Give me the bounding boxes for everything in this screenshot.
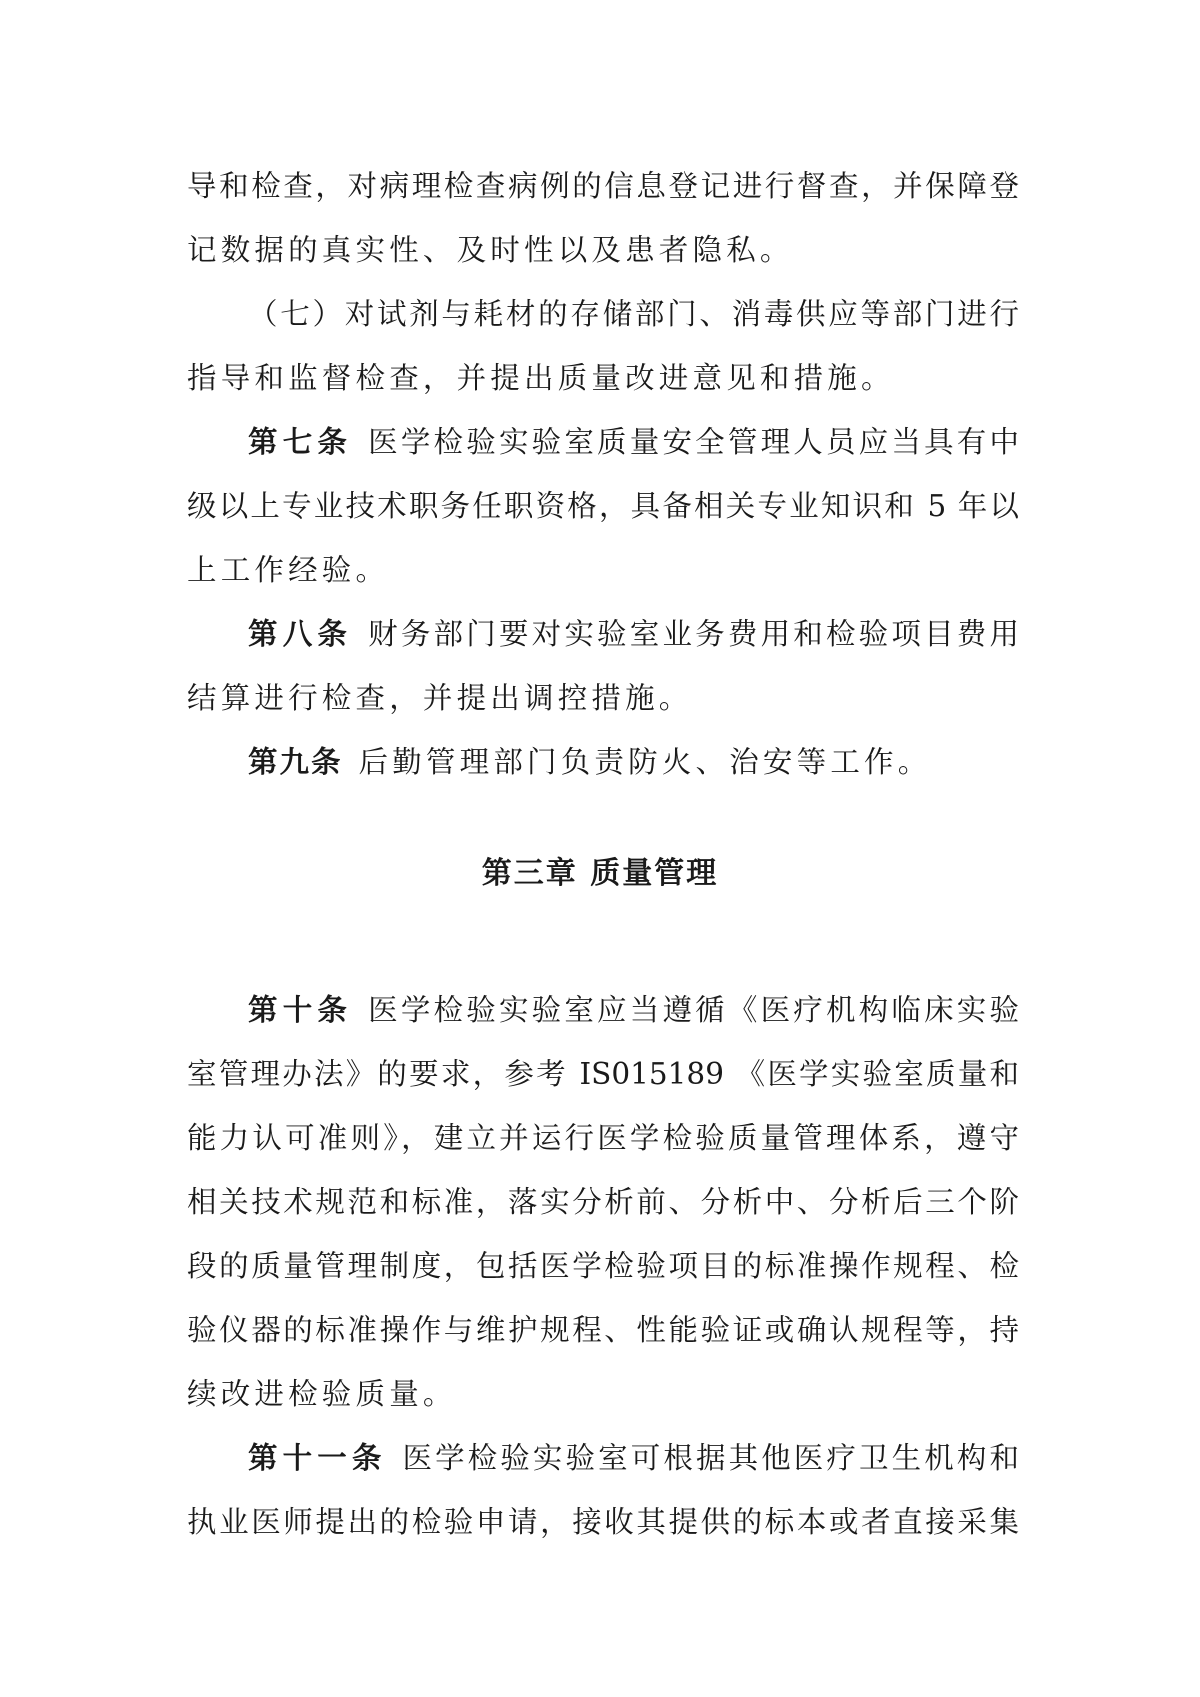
paragraph-line: 指导和监督检查，并提出质量改进意见和措施。 <box>187 361 895 395</box>
paragraph-line: 上工作经验。 <box>187 553 390 587</box>
article-heading: 第九条 <box>248 745 343 779</box>
chapter-title: 第三章 质量管理 <box>481 856 719 891</box>
paragraph-line: 验仪器的标准操作与维护规程、性能验证或确认规程等，持 <box>187 1313 1019 1347</box>
paragraph-text: 后勤管理部门负责防火、治安等工作。 <box>358 745 932 779</box>
paragraph-line: （七）对试剂与耗材的存储部门、消毒供应等部门进行 <box>248 297 1019 331</box>
article-heading: 第十一条 <box>248 1441 387 1475</box>
paragraph-line: 级以上专业技术职务任职资格，具备相关专业知识和 5 年以 <box>187 489 1019 523</box>
article-heading: 第七条 <box>248 425 353 459</box>
article-heading: 第十条 <box>248 993 353 1027</box>
paragraph-line: 能力认可准则》，建立并运行医学检验质量管理体系，遵守 <box>187 1121 1019 1155</box>
paragraph-text: 医学检验实验室可根据其他医疗卫生机构和 <box>402 1441 1019 1475</box>
paragraph-line: 室管理办法》的要求，参考 IS015189 《医学实验室质量和 <box>187 1057 1019 1091</box>
paragraph-line: 相关技术规范和标准，落实分析前、分析中、分析后三个阶 <box>187 1185 1019 1219</box>
paragraph-line: 记数据的真实性、及时性以及患者隐私。 <box>187 233 794 267</box>
article-11-first-line <box>248 1434 1019 1482</box>
paragraph-line: 结算进行检查，并提出调控措施。 <box>187 681 693 715</box>
paragraph-text: 医学检验实验室应当遵循《医疗机构临床实验 <box>368 993 1019 1027</box>
article-7-first-line <box>248 418 1019 466</box>
paragraph-line: 续改进检验质量。 <box>187 1377 457 1411</box>
paragraph-line: 段的质量管理制度，包括医学检验项目的标准操作规程、检 <box>187 1249 1019 1283</box>
article-9-line <box>248 738 931 786</box>
paragraph-line: 导和检查，对病理检查病例的信息登记进行督查，并保障登 <box>187 169 1019 203</box>
article-10-first-line <box>248 986 1019 1034</box>
paragraph-line: 执业医师提出的检验申请，接收其提供的标本或者直接采集 <box>187 1505 1019 1539</box>
article-8-first-line <box>248 610 1019 658</box>
paragraph-text: 财务部门要对实验室业务费用和检验项目费用 <box>368 617 1019 651</box>
article-heading: 第八条 <box>248 617 353 651</box>
paragraph-text: 医学检验实验室质量安全管理人员应当具有中 <box>368 425 1019 459</box>
